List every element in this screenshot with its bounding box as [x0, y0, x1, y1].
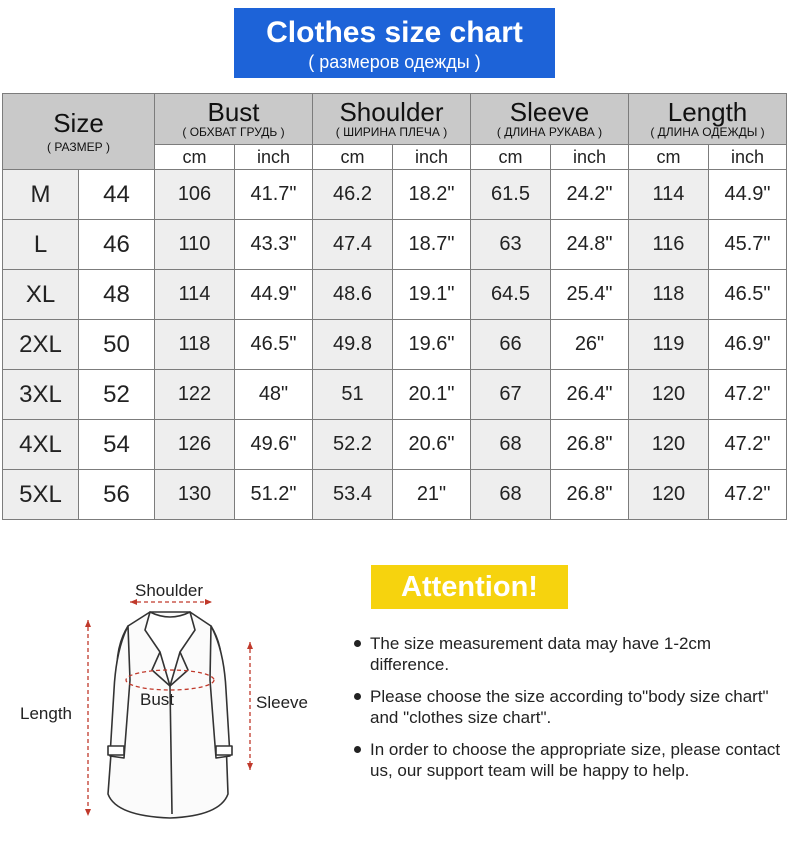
attention-note: [352, 633, 787, 675]
size-cell: 3XL: [3, 370, 79, 420]
measurement-cell: 49.6": [235, 420, 313, 470]
measurement-cell: 26.8": [551, 420, 629, 470]
note-text: In order to choose the appropriate size, please contact us, our support team will be happy to help.: [370, 740, 781, 780]
chart-title-banner: [234, 8, 555, 78]
unit-cell: inch: [709, 145, 787, 170]
measurement-cell: 47.2": [709, 370, 787, 420]
measurement-cell: 45.7": [709, 220, 787, 270]
measurement-cell: 120: [629, 470, 709, 520]
size-cell: 4XL: [3, 420, 79, 470]
measurement-cell: 49.8: [313, 320, 393, 370]
measurement-cell: 110: [155, 220, 235, 270]
size-header-label: Size: [53, 107, 104, 138]
table-row: [3, 470, 787, 520]
header-sleeve: [471, 94, 629, 145]
measurement-cell: 116: [629, 220, 709, 270]
measurement-cell: 119: [629, 320, 709, 370]
measurement-cell: 51: [313, 370, 393, 420]
measurement-cell: 118: [629, 270, 709, 320]
measurement-cell: 130: [155, 470, 235, 520]
measurement-cell: 51.2": [235, 470, 313, 520]
sleeve-label: Sleeve: [256, 693, 308, 712]
attention-notes: [352, 633, 787, 792]
chart-title: Clothes size chart: [266, 16, 523, 49]
unit-cell: cm: [471, 145, 551, 170]
measurement-cell: 24.8": [551, 220, 629, 270]
bullet-icon: [354, 693, 361, 700]
measurement-cell: 120: [629, 420, 709, 470]
coat-left-cuff: [108, 746, 124, 755]
measurement-cell: 26.4": [551, 370, 629, 420]
measurement-cell: 19.6": [393, 320, 471, 370]
unit-cell: cm: [629, 145, 709, 170]
header-bust-label: Bust: [207, 97, 260, 127]
measurement-cell: 66: [471, 320, 551, 370]
size-chart-table: [2, 93, 787, 520]
measurement-cell: 114: [629, 170, 709, 220]
ru-size-cell: 52: [79, 370, 155, 420]
header-bust: [155, 94, 313, 145]
ru-size-cell: 54: [79, 420, 155, 470]
measurement-cell: 47.2": [709, 420, 787, 470]
length-label: Length: [20, 704, 72, 723]
measurement-cell: 44.9": [709, 170, 787, 220]
coat-right-cuff: [216, 746, 232, 755]
measurement-cell: 68: [471, 470, 551, 520]
unit-cell: cm: [155, 145, 235, 170]
measurement-cell: 106: [155, 170, 235, 220]
table-row: [3, 220, 787, 270]
size-header: [3, 94, 155, 170]
measurement-cell: 118: [155, 320, 235, 370]
measurement-cell: 48.6: [313, 270, 393, 320]
table-row: [3, 270, 787, 320]
ru-size-cell: 56: [79, 470, 155, 520]
header-length-label: Length: [667, 97, 748, 127]
measurement-cell: 47.2": [709, 470, 787, 520]
measurement-cell: 67: [471, 370, 551, 420]
measurement-cell: 52.2: [313, 420, 393, 470]
measurement-cell: 53.4: [313, 470, 393, 520]
table-row: [3, 170, 787, 220]
attention-banner: Attention!: [371, 565, 568, 609]
coat-measurement-diagram: [0, 560, 350, 850]
measurement-cell: 26": [551, 320, 629, 370]
measurement-cell: 46.9": [709, 320, 787, 370]
size-header-ru: ( РАЗМЕР ): [47, 139, 110, 154]
header-length: [629, 94, 787, 145]
size-cell: XL: [3, 270, 79, 320]
measurement-cell: 18.7": [393, 220, 471, 270]
measurement-cell: 48": [235, 370, 313, 420]
bullet-icon: [354, 746, 361, 753]
ru-size-cell: 48: [79, 270, 155, 320]
measurement-cell: 61.5: [471, 170, 551, 220]
header-length-ru: ( ДЛИНА ОДЕЖДЫ ): [650, 125, 765, 139]
measurement-cell: 126: [155, 420, 235, 470]
size-cell: 5XL: [3, 470, 79, 520]
measurement-cell: 120: [629, 370, 709, 420]
ru-size-cell: 46: [79, 220, 155, 270]
attention-note: [352, 686, 787, 728]
measurement-cell: 25.4": [551, 270, 629, 320]
attention-note: [352, 739, 787, 781]
unit-cell: inch: [235, 145, 313, 170]
ru-size-cell: 50: [79, 320, 155, 370]
header-sleeve-ru: ( ДЛИНА РУКАВА ): [496, 125, 603, 139]
measurement-cell: 47.4: [313, 220, 393, 270]
measurement-cell: 46.5": [709, 270, 787, 320]
measurement-cell: 63: [471, 220, 551, 270]
shoulder-label: Shoulder: [135, 581, 204, 600]
measurement-cell: 41.7": [235, 170, 313, 220]
header-bust-ru: ( ОБХВАТ ГРУДЬ ): [182, 125, 285, 139]
bust-label: Bust: [140, 690, 175, 709]
measurement-cell: 19.1": [393, 270, 471, 320]
unit-cell: cm: [313, 145, 393, 170]
measurement-cell: 44.9": [235, 270, 313, 320]
measurement-cell: 64.5: [471, 270, 551, 320]
size-cell: M: [3, 170, 79, 220]
table-row: [3, 420, 787, 470]
measurement-cell: 26.8": [551, 470, 629, 520]
measurement-cell: 20.1": [393, 370, 471, 420]
measurement-cell: 43.3": [235, 220, 313, 270]
note-text: Please choose the size according to"body size chart" and "clothes size chart".: [370, 687, 769, 727]
table-row: [3, 370, 787, 420]
size-cell: 2XL: [3, 320, 79, 370]
measurement-cell: 46.2: [313, 170, 393, 220]
header-shoulder-ru: ( ШИРИНА ПЛЕЧА ): [335, 125, 448, 139]
measurement-cell: 114: [155, 270, 235, 320]
unit-cell: inch: [551, 145, 629, 170]
measurement-cell: 122: [155, 370, 235, 420]
table-row: [3, 320, 787, 370]
measurement-cell: 46.5": [235, 320, 313, 370]
measurement-cell: 20.6": [393, 420, 471, 470]
ru-size-cell: 44: [79, 170, 155, 220]
size-cell: L: [3, 220, 79, 270]
chart-subtitle: ( размеров одежды ): [308, 52, 481, 72]
measurement-cell: 68: [471, 420, 551, 470]
measurement-cell: 24.2": [551, 170, 629, 220]
note-text: The size measurement data may have 1-2cm difference.: [370, 634, 712, 674]
header-shoulder-label: Shoulder: [339, 97, 444, 127]
bullet-icon: [354, 640, 361, 647]
measurement-cell: 18.2": [393, 170, 471, 220]
header-sleeve-label: Sleeve: [509, 97, 590, 127]
unit-cell: inch: [393, 145, 471, 170]
header-shoulder: [313, 94, 471, 145]
measurement-cell: 21": [393, 470, 471, 520]
